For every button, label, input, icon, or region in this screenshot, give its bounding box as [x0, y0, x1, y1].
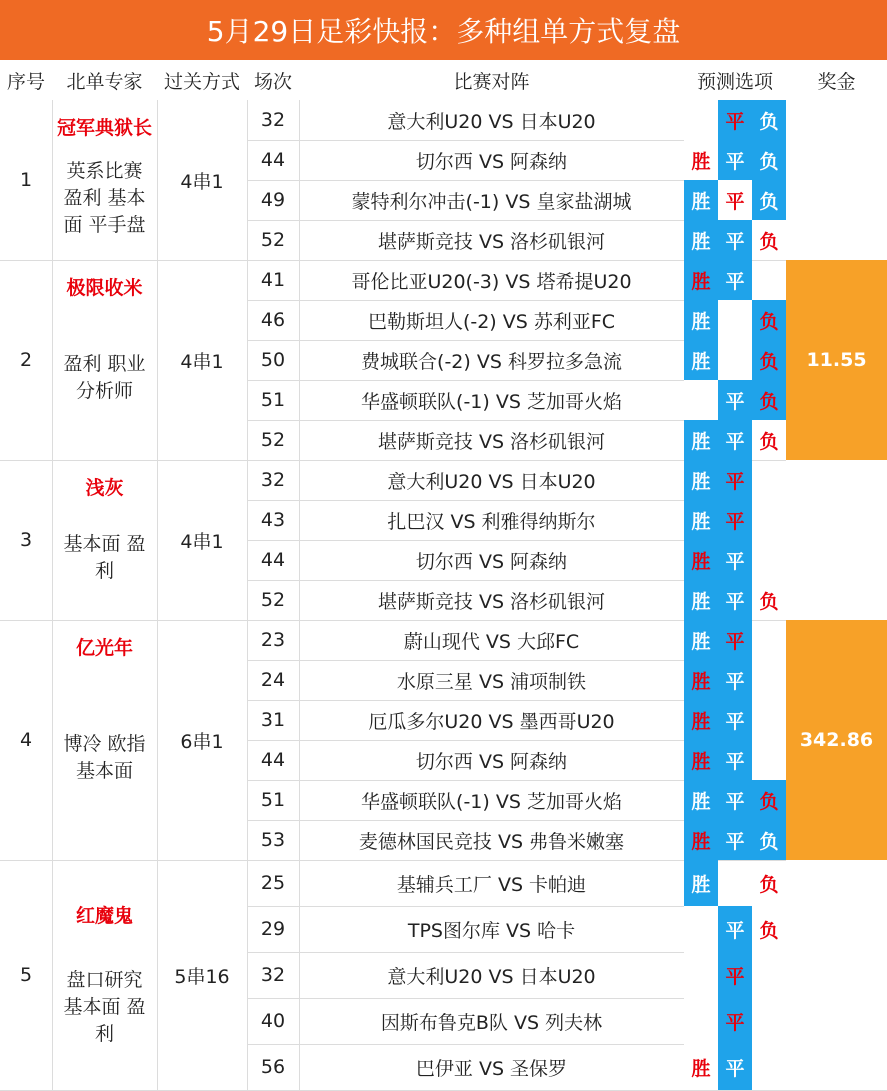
loss-option: 负 [759, 430, 779, 453]
loss-option: 负 [759, 873, 779, 896]
match-number: 41 [260, 269, 286, 291]
win-option: 胜 [691, 150, 711, 173]
pass-mode: 4串1 [180, 530, 224, 553]
match-name: 华盛顿联队(-1) VS 芝加哥火焰 [361, 390, 622, 413]
expert-name: 亿光年 [75, 636, 133, 659]
match-number: 56 [260, 1056, 286, 1078]
header-match: 比赛对阵 [299, 60, 684, 100]
match-name: 因斯布鲁克B队 VS 列夫林 [380, 1011, 603, 1034]
match-number: 46 [260, 309, 286, 331]
expert-tag: 基本面 盈 [63, 995, 146, 1018]
match-name: 意大利U20 VS 日本U20 [387, 965, 596, 988]
draw-option: 平 [718, 500, 752, 540]
match-name: TPS图尔库 VS 哈卡 [407, 919, 576, 942]
match-name: 堪萨斯竞技 VS 洛杉矶银河 [377, 590, 606, 613]
match-number: 23 [260, 629, 286, 651]
loss-option: 负 [752, 780, 786, 820]
match-name: 厄瓜多尔U20 VS 墨西哥U20 [368, 710, 615, 733]
match-number: 51 [260, 389, 286, 411]
match-number: 44 [260, 749, 286, 771]
win-option: 胜 [684, 220, 718, 260]
win-option: 胜 [684, 820, 718, 860]
match-number: 31 [260, 709, 286, 731]
expert-tags [52, 664, 157, 852]
expert-tag: 盈利 基本 [63, 186, 146, 209]
win-option: 胜 [684, 700, 718, 740]
pass-mode: 6串1 [180, 730, 224, 753]
draw-option: 平 [718, 906, 752, 952]
draw-option: 平 [718, 460, 752, 500]
match-name: 堪萨斯竞技 VS 洛杉矶银河 [377, 430, 606, 453]
match-number: 52 [260, 229, 286, 251]
draw-option: 平 [718, 220, 752, 260]
match-name: 意大利U20 VS 日本U20 [387, 110, 596, 133]
loss-option: 负 [759, 590, 779, 613]
match-number: 32 [260, 469, 286, 491]
draw-option: 平 [718, 540, 752, 580]
win-option: 胜 [684, 340, 718, 380]
expert-tag: 分析师 [75, 380, 133, 402]
match-number: 44 [260, 149, 286, 171]
expert-tags [52, 144, 157, 252]
match-name: 水原三星 VS 浦项制铁 [396, 670, 587, 693]
match-number: 53 [260, 829, 286, 851]
loss-option: 负 [752, 100, 786, 140]
match-name: 巴勒斯坦人(-2) VS 苏利亚FC [367, 310, 616, 333]
draw-option: 平 [718, 660, 752, 700]
header-match-no: 场次 [247, 60, 299, 100]
draw-option: 平 [718, 820, 752, 860]
loss-option: 负 [752, 180, 786, 220]
win-option: 胜 [684, 780, 718, 820]
match-number: 50 [260, 349, 286, 371]
match-number: 24 [260, 669, 286, 691]
match-name: 扎巴汉 VS 利雅得纳斯尔 [387, 510, 596, 533]
expert-tag: 面 平手盘 [63, 213, 146, 236]
loss-option: 负 [752, 140, 786, 180]
win-option: 胜 [684, 740, 718, 780]
match-name: 切尔西 VS 阿森纳 [415, 550, 568, 573]
win-option: 胜 [684, 500, 718, 540]
seq-cell: 5 [19, 964, 33, 986]
page-title: 5月29日足彩快报：多种组单方式复盘 [0, 0, 887, 60]
draw-option: 平 [718, 420, 752, 460]
match-name: 基辅兵工厂 VS 卡帕迪 [396, 873, 587, 896]
match-number: 29 [260, 918, 286, 940]
match-name: 切尔西 VS 阿森纳 [415, 150, 568, 173]
win-option: 胜 [684, 180, 718, 220]
seq-cell: 1 [19, 169, 33, 191]
loss-option: 负 [752, 820, 786, 860]
win-option: 胜 [684, 580, 718, 620]
draw-option: 平 [718, 952, 752, 998]
win-option: 胜 [684, 460, 718, 500]
match-name: 华盛顿联队(-1) VS 芝加哥火焰 [361, 790, 622, 813]
win-option: 胜 [684, 540, 718, 580]
expert-tag: 博冷 欧指 [63, 733, 146, 755]
loss-option: 负 [752, 300, 786, 340]
match-number: 44 [260, 549, 286, 571]
header-seq: 序号 [0, 60, 52, 100]
draw-option: 平 [718, 1044, 752, 1090]
expert-name: 红魔鬼 [75, 904, 133, 927]
header-prediction: 预测选项 [684, 60, 786, 100]
expert-tag: 英系比赛 [66, 159, 143, 182]
draw-option: 平 [718, 998, 752, 1044]
match-number: 51 [260, 789, 286, 811]
expert-name: 冠军典狱长 [56, 116, 152, 139]
draw-option: 平 [718, 780, 752, 820]
expert-tag: 盈利 职业 [63, 353, 146, 375]
match-number: 25 [260, 872, 286, 894]
match-number: 52 [260, 589, 286, 611]
win-option: 胜 [684, 300, 718, 340]
win-option: 胜 [684, 860, 718, 906]
match-number: 40 [260, 1010, 286, 1032]
match-name: 费城联合(-2) VS 科罗拉多急流 [361, 350, 622, 373]
win-option: 胜 [684, 660, 718, 700]
header-mode: 过关方式 [157, 60, 247, 100]
loss-option: 负 [759, 919, 779, 942]
prize-amount: 342.86 [786, 620, 887, 860]
match-name: 堪萨斯竞技 VS 洛杉矶银河 [377, 230, 606, 253]
match-name: 意大利U20 VS 日本U20 [387, 470, 596, 493]
match-number: 49 [260, 189, 286, 211]
expert-tags [52, 304, 157, 452]
seq-cell: 4 [19, 729, 33, 751]
draw-option: 平 [718, 700, 752, 740]
expert-name: 浅灰 [85, 476, 124, 499]
win-option: 胜 [684, 420, 718, 460]
match-name: 哥伦比亚U20(-3) VS 塔希提U20 [351, 270, 632, 293]
loss-option: 负 [759, 230, 779, 253]
draw-option: 平 [718, 620, 752, 660]
loss-option: 负 [752, 380, 786, 420]
pass-mode: 4串1 [180, 170, 224, 193]
match-number: 43 [260, 509, 286, 531]
expert-tags [52, 504, 157, 612]
expert-tag: 基本面 [75, 760, 133, 782]
draw-option: 平 [725, 190, 745, 213]
expert-tag: 利 [94, 1022, 114, 1045]
draw-option: 平 [718, 100, 752, 140]
match-name: 麦德林国民竞技 VS 弗鲁米嫩塞 [358, 830, 625, 853]
match-number: 32 [260, 109, 286, 131]
draw-option: 平 [718, 740, 752, 780]
win-option: 胜 [684, 260, 718, 300]
draw-option: 平 [718, 140, 752, 180]
pass-mode: 4串1 [180, 350, 224, 373]
match-name: 蒙特利尔冲击(-1) VS 皇家盐湖城 [351, 190, 632, 213]
pass-mode: 5串16 [174, 965, 230, 988]
header-expert: 北单专家 [52, 60, 157, 100]
draw-option: 平 [718, 260, 752, 300]
match-number: 32 [260, 964, 286, 986]
match-name: 切尔西 VS 阿森纳 [415, 750, 568, 773]
win-option: 胜 [691, 1057, 711, 1080]
header-prize: 奖金 [786, 60, 887, 100]
expert-tag: 基本面 盈 [63, 533, 146, 555]
loss-option: 负 [752, 340, 786, 380]
expert-tag: 盘口研究 [66, 968, 143, 991]
seq-cell: 2 [19, 349, 33, 371]
expert-tag: 利 [94, 560, 114, 582]
draw-option: 平 [718, 580, 752, 620]
match-name: 巴伊亚 VS 圣保罗 [415, 1057, 568, 1080]
draw-option: 平 [718, 380, 752, 420]
expert-tags [52, 932, 157, 1082]
match-name: 蔚山现代 VS 大邱FC [403, 630, 580, 653]
expert-name: 极限收米 [66, 276, 143, 299]
match-number: 52 [260, 429, 286, 451]
prize-amount: 11.55 [786, 260, 887, 460]
win-option: 胜 [684, 620, 718, 660]
seq-cell: 3 [19, 529, 33, 551]
